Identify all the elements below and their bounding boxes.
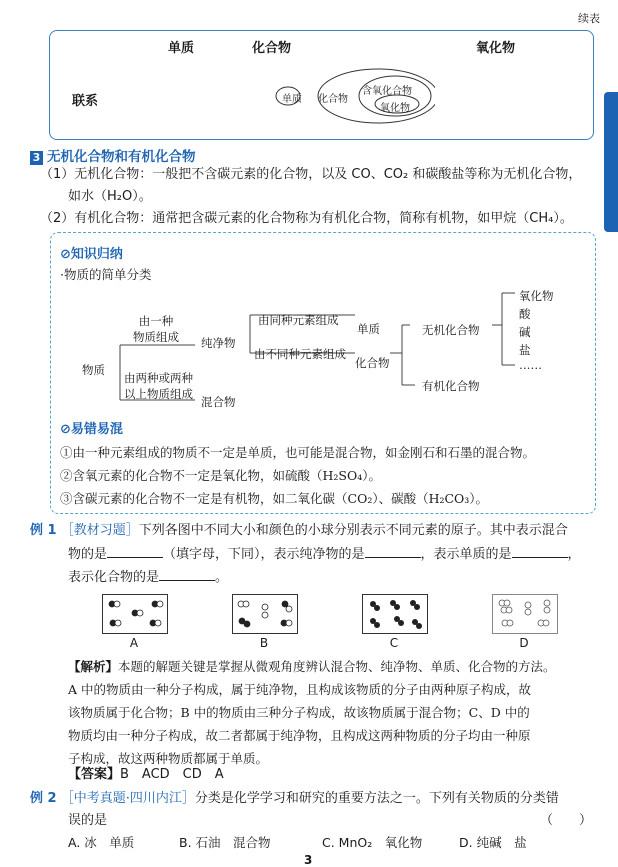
figure-b	[232, 594, 298, 634]
tree-pure-substance: 纯净物	[201, 336, 236, 350]
answer-blank[interactable]	[107, 545, 163, 558]
molecule-figure-d	[493, 595, 557, 633]
tree-item-salt: 盐	[519, 343, 531, 357]
example1-source: ［教材习题］	[60, 523, 139, 538]
answer-blank[interactable]	[365, 545, 421, 558]
row-label-relation: 联系	[72, 94, 99, 109]
check-circle-icon: ⊘	[60, 422, 71, 437]
option-d[interactable]: D. 纯碱 盐	[459, 835, 527, 850]
confusion-title: ⊘易错易混	[60, 422, 123, 437]
molecule-figure-b	[233, 595, 297, 633]
example1-line1: 例 1 ［教材习题］下列各图中不同大小和颜色的小球分别表示不同元素的原子。其中表示混合	[30, 523, 568, 538]
knowledge-subtitle: ·物质的简单分类	[60, 267, 152, 282]
continued-label: 续表	[578, 12, 600, 25]
venn-oxide: 氧化物	[380, 103, 410, 114]
molecule-figure-a	[103, 595, 167, 633]
example2-line1: 例 2 ［中考真题·四川内江］分类是化学学习和研究的重要方法之一。下列有关物质的分类错	[30, 791, 559, 806]
tree-root: 物质	[82, 363, 105, 377]
analysis-line-4: 物质均由一种分子构成，故二者都属于纯净物，且构成这两种物质的分子均由一种原	[68, 728, 531, 743]
figure-label-a: A	[129, 636, 139, 650]
tree-item-acid: 酸	[519, 307, 531, 321]
tree-label-multiple-substances: 由两种或两种 以上物质组成	[124, 371, 193, 401]
venn-oxygen-compound: 含氧化合物	[362, 86, 412, 97]
option-c[interactable]: C. MnO₂ 氧化物	[322, 835, 423, 850]
check-circle-icon: ⊘	[60, 247, 71, 262]
option-a[interactable]: A. 冰 单质	[68, 835, 135, 850]
option-b[interactable]: B. 石油 混合物	[179, 835, 271, 850]
answer-blank[interactable]	[512, 545, 568, 558]
tree-inorganic-compound: 无机化合物	[422, 323, 480, 337]
tree-item-ellipsis: ……	[519, 358, 542, 372]
answer-line: 【答案】B ACD CD A	[68, 767, 224, 782]
tree-label-one-substance: 由一种 物质组成	[133, 314, 179, 344]
tree-label-different-elements: 由不同种元素组成	[254, 347, 346, 361]
example2-line2: 误的是	[68, 813, 108, 828]
answer-label: 【答案】	[68, 767, 121, 782]
tree-organic-compound: 有机化合物	[422, 379, 480, 393]
confusion-item-2: ②含氧元素的化合物不一定是氧化物，如硫酸（H₂SO₄）。	[60, 468, 381, 483]
side-chapter-tab	[604, 92, 618, 232]
tree-mixture: 混合物	[201, 395, 236, 409]
example1-line2: 物的是 （填字母，下同），表示纯净物的是 ，表示单质的是 ，	[68, 547, 581, 562]
tree-simple-substance: 单质	[357, 322, 380, 336]
col-header-oxide: 氧化物	[476, 41, 516, 56]
confusion-item-1: ①由一种元素组成的物质不一定是单质，也可能是混合物，如金刚石和石墨的混合物。	[60, 445, 536, 460]
molecule-figure-c	[363, 595, 427, 633]
confusion-item-3: ③含碳元素的化合物不一定是有机物，如二氧化碳（CO₂）、碳酸（H₂CO₃）。	[60, 491, 489, 506]
figure-label-d: D	[519, 636, 529, 650]
venn-compound: 化合物	[318, 94, 348, 105]
tree-item-oxide: 氧化物	[519, 289, 554, 303]
figure-c	[362, 594, 428, 634]
analysis-label: 【解析】	[68, 659, 119, 674]
tree-label-same-element: 由同种元素组成	[258, 313, 339, 327]
analysis-line-5: 子构成，故这两种物质都属于单质。	[68, 751, 269, 766]
section-number: 3	[30, 151, 43, 165]
example1-label: 例 1	[30, 523, 57, 538]
example2-label: 例 2	[30, 791, 57, 806]
paragraph-inorganic-1: （1）无机化合物：一般把不含碳元素的化合物，以及 CO、CO₂ 和碳酸盐等称为无机化合物，	[40, 167, 582, 182]
figure-label-b: B	[259, 636, 269, 650]
section-title	[30, 145, 196, 165]
section-title-text: 无机化合物和有机化合物	[47, 149, 196, 165]
analysis-line-3: 该物质属于化合物；B 中的物质由三种分子构成，故该物质属于混合物；C、D 中的	[68, 705, 530, 720]
answer-parentheses[interactable]: （ ）	[540, 813, 593, 828]
analysis-line-1: 【解析】本题的解题关键是掌握从微观角度辨认混合物、纯净物、单质、化合物的方法。	[68, 659, 556, 674]
figure-a	[102, 594, 168, 634]
col-header-simple: 单质	[168, 41, 195, 56]
figure-d	[492, 594, 558, 634]
venn-simple: 单质	[282, 94, 302, 105]
paragraph-inorganic-2: 如水（H₂O）。	[68, 189, 152, 204]
example1-line3: 表示化合物的是 。	[68, 570, 229, 585]
knowledge-title: ⊘知识归纳	[60, 247, 123, 262]
answer-blank[interactable]	[159, 568, 215, 581]
tree-compound: 化合物	[355, 356, 390, 370]
figure-label-c: C	[389, 636, 399, 650]
example2-source: ［中考真题·四川内江］	[60, 791, 195, 806]
analysis-line-2: A 中的物质由一种分子构成，属于纯净物，且构成该物质的分子由两种原子构成，故	[68, 682, 532, 697]
tree-item-base: 碱	[519, 325, 531, 339]
page-number: 3	[304, 853, 313, 867]
col-header-compound: 化合物	[252, 41, 292, 56]
paragraph-organic: （2）有机化合物：通常把含碳元素的化合物称为有机化合物，简称有机物，如甲烷（CH₄）。	[40, 211, 573, 226]
